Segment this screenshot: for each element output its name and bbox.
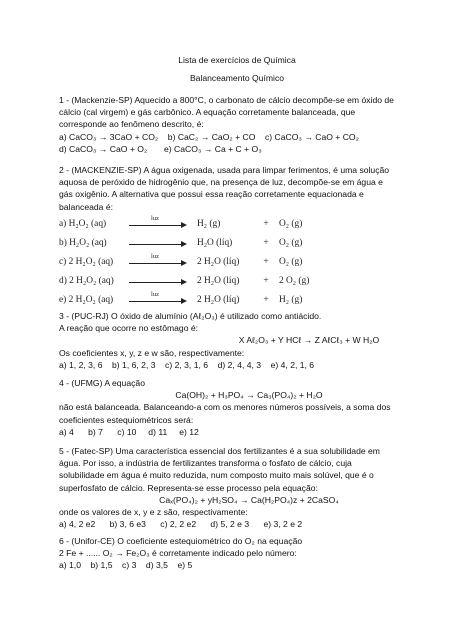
reaction-reactant: b) H₂O₂ (aq) (59, 238, 107, 249)
question-3 (59, 310, 439, 371)
question-6 (59, 535, 439, 572)
q2-reaction-d (59, 272, 439, 291)
reaction-reactant: c) 2 H₂O₂ (aq) (59, 257, 114, 268)
reaction-product-1: H₂ (g) (197, 219, 221, 230)
reaction-plus: + (263, 276, 269, 287)
q5-line: onde os valores de x, y e z são, respectivamente: (59, 507, 248, 518)
q1-line: corresponde ao fenômeno descrito, é: (59, 119, 204, 130)
q5-line: solubilidade em água é muito reduzida, num composto muito mais solúvel, que é o (59, 470, 374, 481)
q3-line: A reação que ocorre no estômago é: (59, 323, 199, 334)
q5-options-row: a) 4, 2 e2 b) 3, 6 e3 c) 2, 2 e2 d) 5, 2 e 3 e) 3, 2 e 2 (59, 519, 303, 530)
reaction-arrow-icon (129, 236, 187, 250)
question-2 (59, 164, 439, 310)
reaction-condition: luz (151, 291, 159, 299)
reaction-product-1: H₂O (líq) (197, 238, 233, 249)
q6-line: 2 Fe + ...... O₂ → Fe₂O₃ é corretamente indicado pelo número: (59, 548, 297, 559)
q3-line: 3 - (PUC-RJ) O óxido de alumínio (Aℓ₂O₃) é utilizado como antiácido. (59, 311, 322, 321)
q4-line: coeficientes estequiométricos será: (59, 414, 194, 425)
q2-line: gás oxigênio. A alternativa que possui essa reação corretamente equacionada e (59, 189, 364, 200)
reaction-arrow-icon (129, 255, 187, 269)
reaction-product-1: 2 H₂O (líq) (197, 276, 240, 287)
reaction-reactant: e) 2 H₂O₂ (aq) (59, 295, 114, 306)
q5-line: água. Por isso, a indústria de fertilizantes transforma o fosfato de cálcio, cuja (59, 458, 352, 469)
question-4 (59, 377, 439, 438)
reaction-product-2: O₂ (g) (279, 219, 303, 230)
q2-reaction-e (59, 291, 439, 310)
reaction-arrow-icon (129, 217, 187, 231)
q5-line: superfosfato de cálcio. Representa-se esse processo pela equação: (59, 482, 318, 493)
q4-equation: Ca(OH)₂ + H₃PO₄ → Ca₃(PO₄)₂ + H₂O (175, 390, 323, 401)
q1-line: cálcio (cal virgem) e gás carbônico. A equação corretamente balanceada, que (59, 107, 356, 118)
q2-reaction-a (59, 215, 439, 234)
q1-line: 1 - (Mackenzie-SP) Aquecido a 800°C, o carbonato de cálcio decompõe-se em óxido de (59, 95, 394, 105)
q4-line: 4 - (UFMG) A equação (59, 378, 145, 388)
reaction-reactant: d) 2 H₂O₂ (aq) (59, 276, 114, 287)
reaction-condition: luz (151, 215, 159, 223)
q2-line: balanceada é: (59, 201, 113, 212)
reaction-arrow-icon (129, 274, 187, 288)
q6-options-row: a) 1,0 b) 1,5 c) 3 d) 3,5 e) 5 (59, 560, 193, 571)
reaction-product-2: H₂ (g) (279, 295, 303, 306)
reaction-plus: + (263, 219, 269, 230)
q4-options-row: a) 4 b) 7 c) 10 d) 11 e) 12 (59, 426, 199, 437)
reaction-plus: + (263, 295, 269, 306)
question-1 (59, 94, 439, 155)
reaction-product-1: 2 H₂O (líq) (197, 295, 240, 306)
q5-equation: Caₓ(PO₄)₂ + yH₂SO₄ → Ca(H₂PO₄)z + 2CaSO₄ (159, 494, 339, 505)
reaction-product-2: O₂ (g) (279, 257, 303, 268)
reaction-product-2: 2 O₂ (g) (279, 276, 310, 287)
q4-line: não está balanceada. Balanceando-a com os menores números possíveis, a soma dos (59, 402, 391, 413)
reaction-plus: + (263, 257, 269, 268)
question-5 (59, 445, 439, 530)
q6-line: 6 - (Unifor-CE) O coeficiente estequiométrico do O₂ na equação (59, 536, 303, 546)
q5-line: 5 - (Fatec-SP) Uma característica essencial dos fertilizantes é a sua solubilidade em (59, 446, 380, 456)
document-subtitle: Balanceamento Químico (189, 73, 285, 83)
q1-options-row: a) CaCO₃ → 3CaO + CO₂ b) CaC₂ → CaO₂ + CO c) CaCO₃ → CaO + CO₂ (59, 131, 359, 142)
q3-equation: X Aℓ₂O₃ + Y HCℓ → Z AℓCℓ₃ + W H₂O (238, 335, 380, 346)
q2-reaction-c (59, 253, 439, 272)
q3-line: Os coeficientes x, y, z e w são, respectivamente: (59, 347, 245, 358)
document-title: Lista de exercícios de Química (178, 55, 296, 65)
reaction-plus: + (263, 238, 269, 249)
q2-reaction-b (59, 234, 439, 253)
reaction-product-2: O₂ (g) (279, 238, 303, 249)
q2-reaction-list (59, 215, 439, 310)
q2-line: aquosa de peróxido de hidrogênio que, na presença de luz, decompõe-se em água e (59, 177, 383, 188)
q2-line: 2 - (MACKENZIE-SP) A água oxigenada, usada para limpar ferimentos, é uma solução (59, 165, 390, 175)
q3-options-row: a) 1, 2, 3, 6 b) 1, 6, 2, 3 c) 2, 3, 1, 6 d) 2, 4, 4, 3 e) 4, 2, 1, 6 (59, 359, 315, 370)
q1-options-row: d) CaCO₃ → CaO + O₂ e) CaCO₃ → Ca + C + O₃ (59, 143, 262, 154)
reaction-reactant: a) H₂O₂ (aq) (59, 219, 107, 230)
reaction-product-1: 2 H₂O (líq) (197, 257, 240, 268)
reaction-condition: luz (151, 253, 159, 261)
reaction-arrow-icon (129, 293, 187, 307)
